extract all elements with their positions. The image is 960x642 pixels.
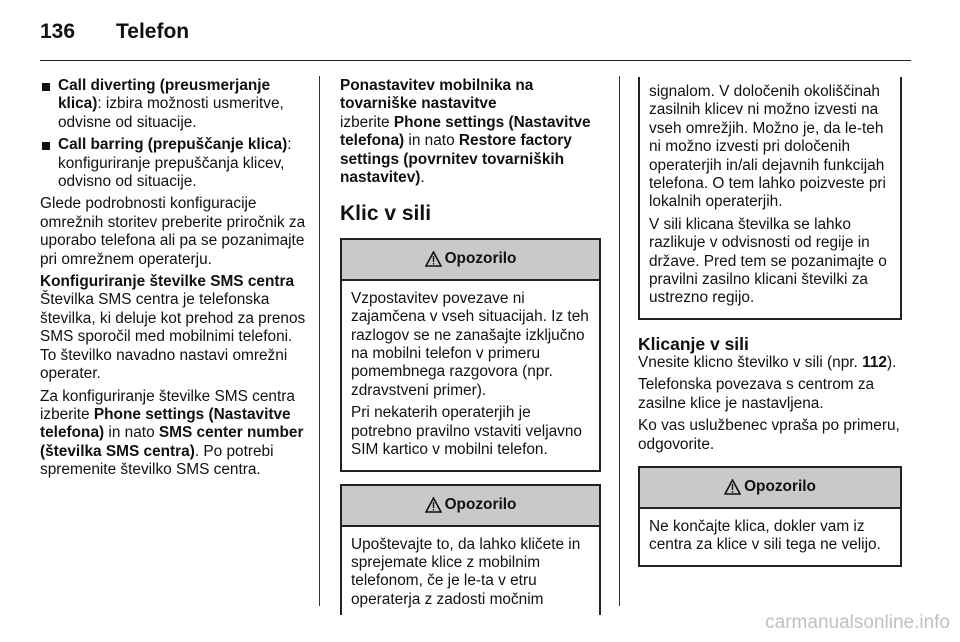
connection-paragraph: Telefonska povezava s centrom za zasilne klice je nastavljena.	[638, 376, 875, 412]
text: in nato	[404, 132, 459, 150]
warning-body	[342, 527, 599, 616]
warning-text: Upoštevajte to, da lahko kličete in sprejemate klice z mobilnim telefonom, če je le-ta v etru operaterja z zadosti močnim	[351, 535, 581, 608]
warning-title: Opozorilo	[444, 495, 517, 513]
menu-restore-factory-settings: Restore factory settings (povrnitev tovarniških nastavitev)	[340, 132, 572, 187]
warning-text: signalom. V določenih okoliščinah zasilnih klicev ni možno izvesti na vseh omrežjih. Možno je, da le-teh ni možno izvesti pri določenih operaterjih in/ali dejavnih funkcijah telefona. O tem lahko poizveste pri lokalnih operaterjih.	[649, 83, 886, 211]
warning-header	[342, 240, 599, 281]
menu-phone-settings: Phone settings (Nastavitve telefona)	[40, 405, 291, 442]
header-rule	[40, 60, 911, 61]
sms-center-heading: Konfiguriranje številke SMS centra	[40, 273, 295, 291]
text-call-diverting: : izbira možnosti usmeritve, odvisne od situacije.	[58, 95, 284, 131]
text: Vnesite klicno številko v sili (npr.	[638, 353, 863, 371]
section-title-emergency-call: Klic v sili	[340, 202, 432, 226]
factory-reset-paragraph	[340, 114, 601, 188]
warning-text: Vzpostavitev povezave ni zajamčena v vseh situacijah. Iz teh razlogov se ne zanašajte izključno na mobilni telefon v primeru pomembnega razgovora (npr. zdravstveni primer).	[351, 289, 589, 399]
column-2	[340, 77, 601, 615]
network-services-paragraph: Glede podrobnosti konfiguracije omrežnih storitev preberite priročnik za uporabo telefona ali pa se pozanimajte pri omrežnem operaterju.	[40, 195, 306, 268]
warning-box-1	[340, 238, 601, 472]
sms-config-paragraph	[40, 388, 308, 480]
text: in nato	[104, 424, 159, 442]
bullet-marker-icon	[42, 83, 50, 91]
column-1	[40, 77, 308, 484]
term-call-diverting: Call diverting (preusmerjanje klica)	[58, 77, 271, 113]
emergency-calling-heading: Klicanje v sili	[638, 333, 749, 354]
bullet-call-barring	[40, 136, 308, 191]
text: Za konfiguriranje številke SMS centra izberite	[40, 387, 295, 423]
watermark: carmanualsonline.info	[765, 612, 950, 633]
text: ).	[886, 353, 897, 371]
warning-triangle-icon	[425, 251, 442, 267]
text: izberite	[340, 113, 394, 131]
column-divider-right	[619, 76, 620, 606]
warning-body	[640, 509, 900, 565]
warning-body	[342, 281, 599, 470]
term-call-barring: Call barring (prepuščanje klica)	[58, 136, 288, 154]
warning-title: Opozorilo	[444, 250, 517, 268]
respond-paragraph: Ko vas uslužbenec vpraša po primeru, odgovorite.	[638, 417, 900, 453]
bullet-call-diverting	[40, 77, 308, 132]
text-call-barring: : konfiguriranje prepuščanja klicev, odvisno od situacije.	[58, 136, 292, 191]
factory-reset-heading: Ponastavitev mobilnika na tovarniške nastavitve	[340, 77, 534, 113]
menu-sms-center-number: SMS center number (številka SMS centra)	[40, 424, 304, 460]
warning-text: Ne končajte klica, dokler vam iz centra za klice v sili tega ne velijo.	[649, 517, 881, 554]
warning-header	[342, 486, 599, 527]
warning-triangle-icon	[425, 497, 442, 513]
column-divider-left	[319, 76, 320, 606]
page-number: 136	[40, 20, 76, 43]
page-header-title: Telefon	[116, 20, 190, 43]
warning-text: Pri nekaterih operaterjih je potrebno pravilno vstaviti veljavno SIM kartico v mobilni telefon.	[351, 404, 582, 459]
warning-body	[640, 77, 900, 318]
warning-box-2-continued	[638, 77, 902, 320]
text: .	[420, 169, 425, 187]
text: . Po potrebi spremenite številko SMS centra.	[40, 442, 274, 479]
emergency-number-paragraph	[638, 354, 902, 372]
emergency-number: 112	[862, 353, 887, 371]
warning-title: Opozorilo	[744, 478, 816, 496]
column-3	[638, 77, 902, 567]
warning-box-3	[638, 466, 902, 567]
menu-phone-settings: Phone settings (Nastavitve telefona)	[340, 113, 591, 150]
warning-triangle-icon	[724, 479, 741, 495]
bullet-marker-icon	[42, 142, 50, 150]
warning-header	[640, 468, 900, 509]
warning-box-2	[340, 484, 601, 616]
warning-text: V sili klicana številka se lahko razlikuje v odvisnosti od regije in države. Pred tem se pozanimajte o pravilni zasilno klicani številki za ustrezno regijo.	[649, 215, 887, 307]
sms-center-paragraph: Številka SMS centra je telefonska številka, ki deluje kot prehod za prenos SMS sporočil med mobilnimi telefoni. To številko navadno nastavi omrežni operater.	[40, 291, 306, 383]
